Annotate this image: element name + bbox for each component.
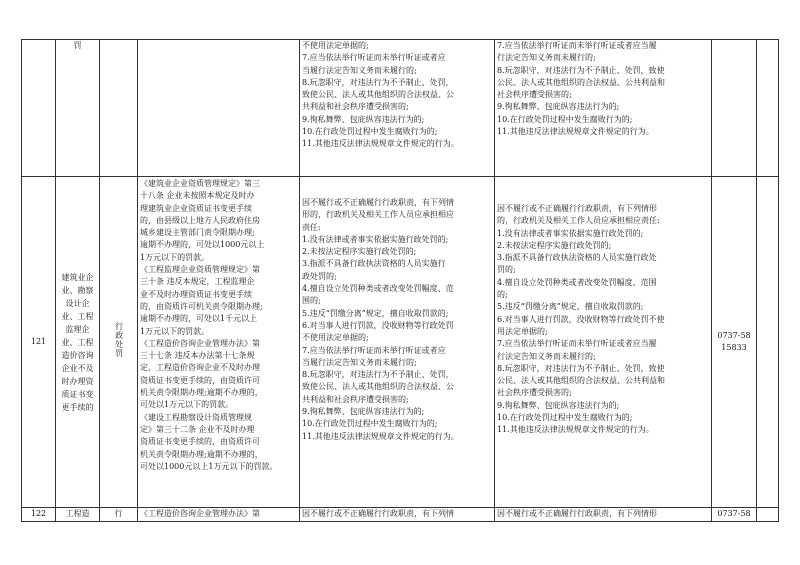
text-line: 不使用法定单据的;	[302, 333, 369, 343]
text-line: 《工程造价咨询企业管理办法》第	[140, 338, 260, 348]
text-line: 1万元以下的罚款。	[140, 252, 210, 262]
text-line: 用法定单据的;	[497, 326, 548, 336]
text-line: 逾期不办理的，可处以1000元以上	[140, 240, 265, 250]
text-line: 5.违反“罚缴分离”规定，擅自收取罚款的;	[497, 302, 644, 312]
text-line: 10.在行政处罚过程中发生腐败行为的;	[497, 114, 633, 124]
text-line: 11.其他违反法律法规规章文件规定的行为。	[497, 127, 654, 137]
remark-cell	[757, 40, 779, 177]
legal-basis-cell	[138, 177, 300, 508]
table-row	[22, 40, 779, 177]
phone-cell: 0737-58	[712, 508, 757, 522]
text-line: 1万元以下的罚款。	[140, 326, 210, 336]
text-line: 行法定告知义务而未履行的;	[497, 351, 596, 361]
text-line: 7.应当依法举行听证而未举行听证或者应	[302, 345, 446, 355]
text-line: 8.玩忽职守，对违法行为不予制止、处罚，致使	[497, 363, 665, 373]
text-line: 3.指派不具备行政执法资格的人员实施行	[302, 259, 446, 269]
text-line: 的，行政机关及相关工作人员应承担相应责任:	[497, 216, 660, 226]
responsibility-cell-a	[300, 177, 495, 508]
item-name-cell	[56, 40, 100, 177]
text-line: 7.应当依法举行听证而未举行听证或者应当履	[497, 41, 657, 50]
remark-cell	[757, 177, 779, 508]
text-line: 2.未按法定程序实施行政处罚的;	[497, 240, 612, 250]
text-line: 可处以1万元以下的罚款。	[140, 400, 234, 410]
text-line: 《建筑业企业资质管理规定》第三	[140, 179, 260, 188]
text-line: 共利益和社会秩序遭受损害的;	[302, 102, 409, 112]
text-line: 不使用法定单据的;	[302, 41, 369, 50]
text-line: 当履行法定告知义务而未履行的;	[302, 357, 417, 367]
text-line: 资质证书变更手续的，由资质许可	[140, 437, 260, 447]
text-line: 逾期不办理的，可处以1千元以上	[140, 314, 258, 324]
text-line: 9.徇私舞弊、包庇纵容违法行为的;	[302, 407, 425, 417]
responsibility-table	[21, 39, 779, 522]
text-line: 社会秩序遭受损害的;	[497, 388, 572, 398]
text-line: 十八条 企业未按照本规定及时办	[140, 191, 255, 201]
text-line: 当履行法定告知义务而未履行的;	[302, 65, 417, 75]
text-line: 2.未按法定程序实施行政处罚的;	[302, 247, 417, 257]
text-line: 5.违反“罚缴分离”规定，擅自收取罚款的;	[302, 308, 449, 318]
text-line: 3.指派不具备行政执法资格的人员实施行政处	[497, 253, 657, 263]
text-line: 《工程造价咨询企业管理办法》第	[140, 509, 260, 518]
text-line: 的，由资质许可机关责令限期办理;	[140, 301, 263, 311]
text-line: 城乡建设主管部门责令限期办理;	[140, 228, 255, 238]
action-type-text: 行政处罚	[114, 321, 124, 358]
text-line: 11.其他违反法律法规规章文件规定的行为。	[497, 425, 654, 435]
text-line: 8.玩忽职守，对违法行为不予制止、处罚，致使	[497, 65, 665, 75]
text-line: 公民、法人或其他组织的合法权益、公共利益和	[497, 376, 665, 386]
responsibility-cell-b	[495, 40, 712, 177]
table-row	[22, 177, 779, 508]
text-line: 《工程监理企业资质管理规定》第	[140, 265, 260, 275]
text-line: 定，工程造价咨询企业不及时办理	[140, 363, 260, 373]
text-line: 罚的;	[497, 265, 516, 275]
text-line: 致使公民、法人或其他组织的合法权益、公	[302, 382, 454, 392]
text-line: 三十七条 违反本办法第十七条规	[140, 351, 255, 361]
row-number-cell	[22, 40, 56, 177]
text-line: 9.徇私舞弊、包庇纵容违法行为的;	[497, 400, 620, 410]
text-line: 1.没有法律或者事实依据实施行政处罚的;	[302, 234, 449, 244]
text-line: 8.玩忽职守，对违法行为不予制止、处罚，	[302, 77, 454, 87]
text-line: 机关责令限期办理;逾期不办理的，	[140, 449, 263, 459]
item-name-text: 建筑业企业、勘察设计企业、工程监理企业、工程造价咨询企业不及时办理资质证书变更手续的	[61, 272, 94, 412]
text-line: 10.在行政处罚过程中发生腐败行为的;	[497, 413, 633, 423]
text-line: 理建筑业企业资质证书变更手续	[140, 203, 252, 213]
text-line: 7.应当依法举行听证而未举行听证或者应	[302, 53, 446, 63]
text-line: 因不履行或不正确履行行政职责，有下列情	[302, 509, 454, 518]
text-line: 4.擅自设立处罚种类或者改变处罚幅度、范围	[497, 277, 657, 287]
responsibility-cell-b	[495, 177, 712, 508]
text-line: 可处以1000元以上1万元以下的罚款。	[140, 461, 278, 471]
text-line: 7.应当依法举行听证而未举行听证或者应当履	[497, 339, 657, 349]
phone-cell	[712, 177, 757, 508]
text-line: 围的;	[302, 296, 321, 306]
text-line: 的;	[497, 290, 508, 300]
text-line: 的，由县级以上地方人民政府住房	[140, 215, 260, 225]
text-line: 因不履行或不正确履行行政职责，有下列情形	[497, 509, 657, 518]
remark-cell	[757, 508, 779, 522]
legal-basis-cell	[138, 508, 300, 522]
row-number-cell: 121	[22, 177, 56, 508]
text-line: 形的，行政机关及相关工作人员应承担相应	[302, 210, 454, 220]
action-type-cell: 行	[100, 508, 138, 522]
text-line: 三十条 违反本规定，工程监理企	[140, 277, 255, 287]
text-line: 《建设工程勘察设计资质管理规	[140, 412, 252, 422]
text-line: 社会秩序遭受损害的;	[497, 90, 572, 100]
responsibility-cell-b	[495, 508, 712, 522]
text-line: 6.对当事人进行罚款，没收财物等行政处罚	[302, 320, 454, 330]
text-line: 11.其他违反法律法规规章文件规定的行为。	[302, 431, 459, 441]
text-line: 资质证书变更手续的，由资质许可	[140, 375, 260, 385]
text-line: 8.玩忽职守，对违法行为不予制止、处罚，	[302, 370, 454, 380]
text-line: 定》第三十二条 企业不及时办理	[140, 424, 255, 434]
phone-cell	[712, 40, 757, 177]
text-line: 因不履行或不正确履行行政职责，有下列情	[302, 198, 454, 207]
text-line: 因不履行或不正确履行行政职责，有下列情形	[497, 204, 657, 213]
text-line: 责任:	[302, 222, 321, 232]
text-line: 6.对当事人进行罚款，没收财物等行政处罚不使	[497, 314, 665, 324]
text-line: 政处罚的;	[302, 271, 337, 281]
text-line: 致使公民、法人或其他组织的合法权益、公	[302, 90, 454, 100]
table-row	[22, 508, 779, 522]
text-line: 1.没有法律或者事实依据实施行政处罚的;	[497, 228, 644, 238]
text-line: 9.徇私舞弊、包庇纵容违法行为的;	[497, 102, 620, 112]
text-line: 11.其他违反法律法规规章文件规定的行为。	[302, 139, 459, 149]
text-line: 业不及时办理资质证书变更手续	[140, 289, 252, 299]
text-line: 10.在行政处罚过程中发生腐败行为的;	[302, 127, 438, 137]
item-name-cell: 工程造	[56, 508, 100, 522]
legal-basis-cell	[138, 40, 300, 177]
text-line: 10.在行政处罚过程中发生腐败行为的;	[302, 419, 438, 429]
text-line: 机关责令限期办理;逾期不办理的，	[140, 388, 263, 398]
phone-text: 0737-58 15833	[717, 330, 751, 352]
item-name-cell	[56, 177, 100, 508]
action-type-cell	[100, 177, 138, 508]
text-line: 公民、法人或其他组织的合法权益、公共利益和	[497, 77, 665, 87]
row-number-cell: 122	[22, 508, 56, 522]
text-line: 9.徇私舞弊、包庇纵容违法行为的;	[302, 114, 425, 124]
responsibility-cell-a	[300, 508, 495, 522]
text-line: 共利益和社会秩序遭受损害的;	[302, 394, 409, 404]
text-line: 行法定告知义务而未履行的;	[497, 53, 596, 63]
action-type-cell	[100, 40, 138, 177]
text-line: 4.擅自设立处罚种类或者改变处罚幅度、范	[302, 284, 454, 294]
item-name-text: 罚	[73, 41, 82, 50]
responsibility-cell-a	[300, 40, 495, 177]
